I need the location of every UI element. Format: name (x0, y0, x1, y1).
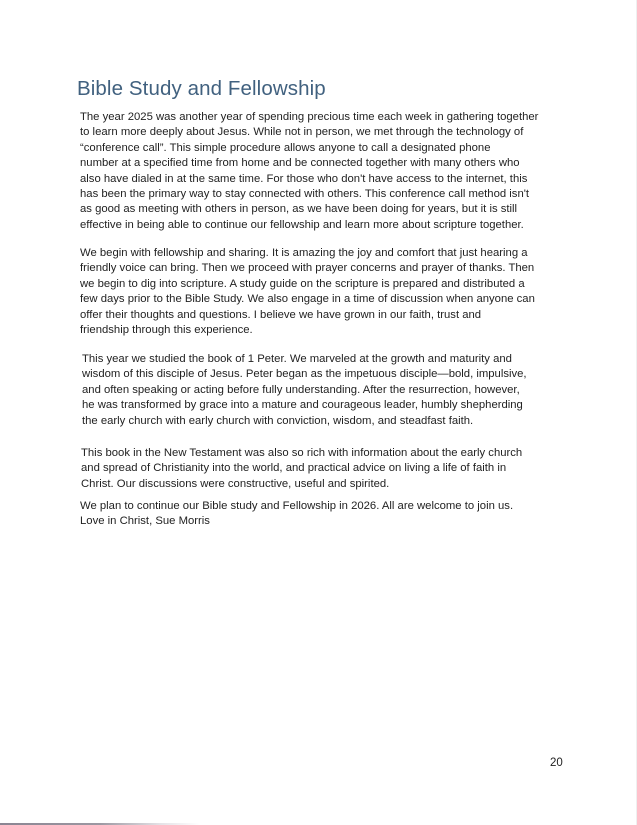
text-line: as good as meeting with others in person, as we have been doing for years, but it is still (80, 203, 518, 216)
text-line: few days prior to the Bible Study. We also engage in a time of discussion when anyone can (80, 293, 535, 306)
text-line: and often speaking or acting before fully understanding. After the resurrection, however, (82, 383, 520, 396)
paragraph-format (80, 246, 580, 338)
text-line: wisdom of this disciple of Jesus. Peter began as the impetuous disciple—bold, impulsive, (82, 368, 527, 381)
page-title: Bible Study and Fellowship (77, 77, 326, 100)
text-line: friendly voice can bring. Then we proceed with prayer concerns and prayer of thanks. Then (80, 262, 535, 275)
text-line: effective in being able to continue our fellowship and learn more about scripture together. (80, 218, 524, 231)
text-line: We plan to continue our Bible study and Fellowship in 2026. All are welcome to join us. (80, 500, 514, 512)
text-line: and spread of Christianity into the world, and practical advice on living a life of faith in (81, 462, 507, 475)
text-line: also have dialed in at the same time. For those who don't have access to the internet, this (80, 172, 528, 185)
text-line: This book in the New Testament was also so rich with information about the early church (81, 447, 523, 459)
signature: Love in Christ, Sue Morris (80, 515, 210, 528)
text-line: to learn more deeply about Jesus. While not in person, we met through the technology of (80, 126, 524, 139)
text-line: We begin with fellowship and sharing. It is amazing the joy and comfort that just hearing a (80, 247, 528, 259)
text-line: The year 2025 was another year of spending precious time each week in gathering together (80, 111, 539, 123)
text-line: offer their thoughts and questions. I believe we have grown in our faith, trust and (80, 308, 482, 321)
text-line: friendship through this experience. (80, 324, 253, 337)
paragraph-new-testament (81, 446, 581, 492)
text-line: has been the primary way to stay connected with others. This conference call method isn't (80, 188, 530, 201)
text-line: number at a specified time from home and be connected together with many others who (80, 157, 520, 170)
text-line: Christ. Our discussions were constructive, useful and spirited. (81, 477, 390, 490)
page-number: 20 (550, 757, 563, 769)
text-line: the early church with early church with conviction, wisdom, and steadfast faith. (82, 414, 474, 427)
paragraph-intro (80, 110, 580, 233)
text-line: he was transformed by grace into a mature and courageous leader, humbly shepherding (82, 399, 523, 412)
text-line: This year we studied the book of 1 Peter. We marveled at the growth and maturity and (82, 353, 512, 365)
paragraph-1-peter (82, 352, 582, 429)
text-line: “conference call”. This simple procedure allows anyone to call a designated phone (80, 141, 491, 154)
paragraph-closing (80, 499, 580, 530)
text-line: we begin to dig into scripture. A study guide on the scripture is prepared and distributed a (80, 277, 525, 290)
